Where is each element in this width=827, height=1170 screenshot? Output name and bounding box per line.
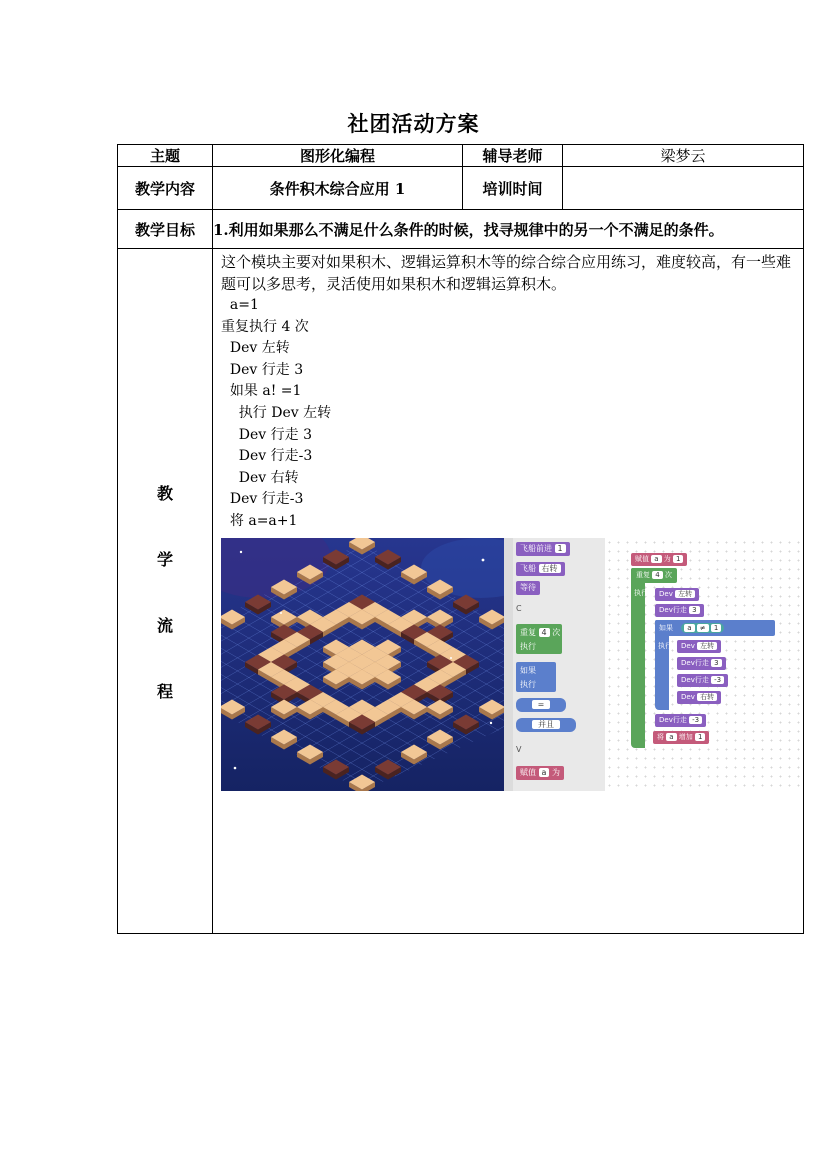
block-value: 1 — [695, 733, 705, 741]
walk-block[interactable] — [655, 604, 704, 617]
palette-label: 赋值 — [520, 767, 536, 777]
block-label: 将 — [657, 732, 664, 741]
subject-label: 主题 — [118, 145, 213, 167]
code-line: Dev 行走-3 — [221, 491, 304, 508]
block-value: 1 — [673, 555, 683, 563]
block-label: 增加 — [678, 732, 693, 741]
block-label: Dev — [681, 692, 695, 701]
palette-label: 执行 — [520, 641, 536, 651]
block-label: Dev — [681, 641, 695, 650]
inner-walk-back-block[interactable] — [677, 674, 728, 687]
code-line: 将 a=a+1 — [221, 512, 298, 529]
document-title: 社团活动方案 — [347, 111, 480, 136]
code-line: 执行 Dev 左转 — [221, 404, 332, 421]
game-map-image — [221, 538, 504, 791]
assign-block[interactable] — [631, 553, 687, 566]
palette-block-repeat[interactable] — [516, 624, 562, 654]
inner-walk-block[interactable] — [677, 657, 726, 670]
block-label: 重复 — [636, 570, 650, 579]
block-value: ≠ — [697, 624, 709, 632]
block-value: a — [684, 624, 694, 632]
palette-block-wait[interactable]: 等待 — [516, 581, 540, 595]
flow-row — [118, 249, 804, 934]
block-value: 4 — [652, 571, 662, 579]
palette-block-if[interactable] — [516, 662, 556, 692]
goal-value: 1.利用如果那么不满足什么条件的时候，找寻规律中的另一个不满足的条件。 — [213, 210, 804, 249]
block-label: Dev — [659, 589, 673, 598]
content-value: 条件积木综合应用 1 — [213, 167, 463, 210]
block-label: 赋值 — [635, 554, 649, 563]
flow-label-char-1: 教 — [156, 483, 173, 503]
block-value: a — [651, 555, 661, 563]
repeat-header — [631, 568, 677, 583]
increment-block[interactable] — [653, 731, 709, 744]
code-line: Dev 左转 — [221, 340, 290, 357]
program-workspace — [605, 538, 801, 791]
palette-block-assign[interactable] — [516, 766, 564, 780]
palette-label: 如果 — [520, 665, 536, 675]
activity-plan-table — [117, 144, 804, 934]
palette-section-c: C — [516, 603, 522, 613]
palette-value: 并且 — [532, 720, 560, 729]
block-value: 右转 — [697, 693, 717, 701]
goal-row — [118, 210, 804, 249]
palette-value: 右转 — [539, 564, 561, 573]
palette-block-and[interactable] — [516, 718, 576, 732]
palette-section-v: V — [516, 744, 522, 754]
time-label: 培训时间 — [463, 167, 563, 210]
code-line: Dev 行走 3 — [221, 426, 313, 443]
screenshot-area — [221, 538, 801, 791]
block-palette — [504, 538, 605, 791]
goal-label: 教学目标 — [118, 210, 213, 249]
condition-block[interactable] — [681, 623, 724, 633]
block-value: -3 — [689, 716, 702, 724]
palette-label: 执行 — [520, 679, 536, 689]
palette-label: 为 — [552, 767, 560, 777]
block-label: Dev行走 — [681, 658, 709, 667]
block-label: 次 — [664, 570, 672, 579]
block-label: Dev行走 — [659, 715, 687, 724]
flow-label-char-2: 学 — [156, 549, 173, 569]
code-line: Dev 行走 3 — [221, 361, 304, 378]
flow-content — [213, 249, 804, 934]
palette-value: a — [539, 768, 550, 777]
code-line: Dev 右转 — [221, 469, 299, 486]
code-line: 如果 a! =1 — [221, 383, 302, 400]
block-label: 执行 — [658, 641, 672, 650]
block-label: 如果 — [659, 623, 673, 632]
teacher-label: 辅导老师 — [463, 145, 563, 167]
palette-block-turn[interactable] — [516, 562, 565, 576]
inner-turn-right-block[interactable] — [677, 691, 721, 704]
palette-value: 4 — [539, 628, 550, 637]
header-row — [118, 145, 804, 167]
palette-block-forward[interactable] — [516, 542, 570, 556]
block-label: 执行 — [634, 588, 648, 597]
palette-value: 1 — [555, 544, 566, 553]
pseudo-code — [221, 295, 803, 533]
block-value: -3 — [711, 676, 724, 684]
content-label: 教学内容 — [118, 167, 213, 210]
flow-description: 这个模块主要对如果积木、逻辑运算积木等的综合综合应用练习，难度较高，有一些难题可以多思考，灵活使用如果积木和逻辑运算积木。 — [221, 253, 792, 293]
walk-back-block[interactable] — [655, 714, 706, 727]
palette-label: 次 — [552, 627, 561, 637]
block-label: Dev行走 — [659, 605, 687, 614]
code-line: 重复执行 4 次 — [221, 318, 309, 335]
palette-block-compare[interactable] — [516, 698, 566, 712]
palette-label: 飞船前进 — [520, 543, 552, 553]
block-label: 为 — [663, 554, 671, 563]
block-value: 1 — [711, 624, 721, 632]
block-value: 3 — [689, 606, 699, 614]
if-header — [655, 620, 775, 636]
palette-label: 飞船 — [520, 563, 536, 573]
flow-label — [118, 249, 213, 934]
block-label: Dev行走 — [681, 675, 709, 684]
block-value: 左转 — [675, 590, 695, 598]
block-value: 3 — [711, 659, 721, 667]
subject-value: 图形化编程 — [213, 145, 463, 167]
block-value: a — [666, 733, 676, 741]
block-value: 左转 — [697, 642, 717, 650]
inner-turn-left-block[interactable] — [677, 640, 721, 653]
flow-label-char-3: 流 — [156, 615, 173, 635]
palette-value: = — [532, 700, 551, 709]
turn-left-block[interactable] — [655, 588, 699, 601]
code-line: Dev 行走-3 — [221, 448, 313, 465]
teacher-value: 梁梦云 — [563, 145, 804, 167]
time-value — [563, 167, 804, 210]
palette-label: 重复 — [520, 627, 536, 637]
flow-label-char-4: 程 — [156, 681, 173, 701]
content-row — [118, 167, 804, 210]
code-line: a=1 — [221, 297, 259, 313]
